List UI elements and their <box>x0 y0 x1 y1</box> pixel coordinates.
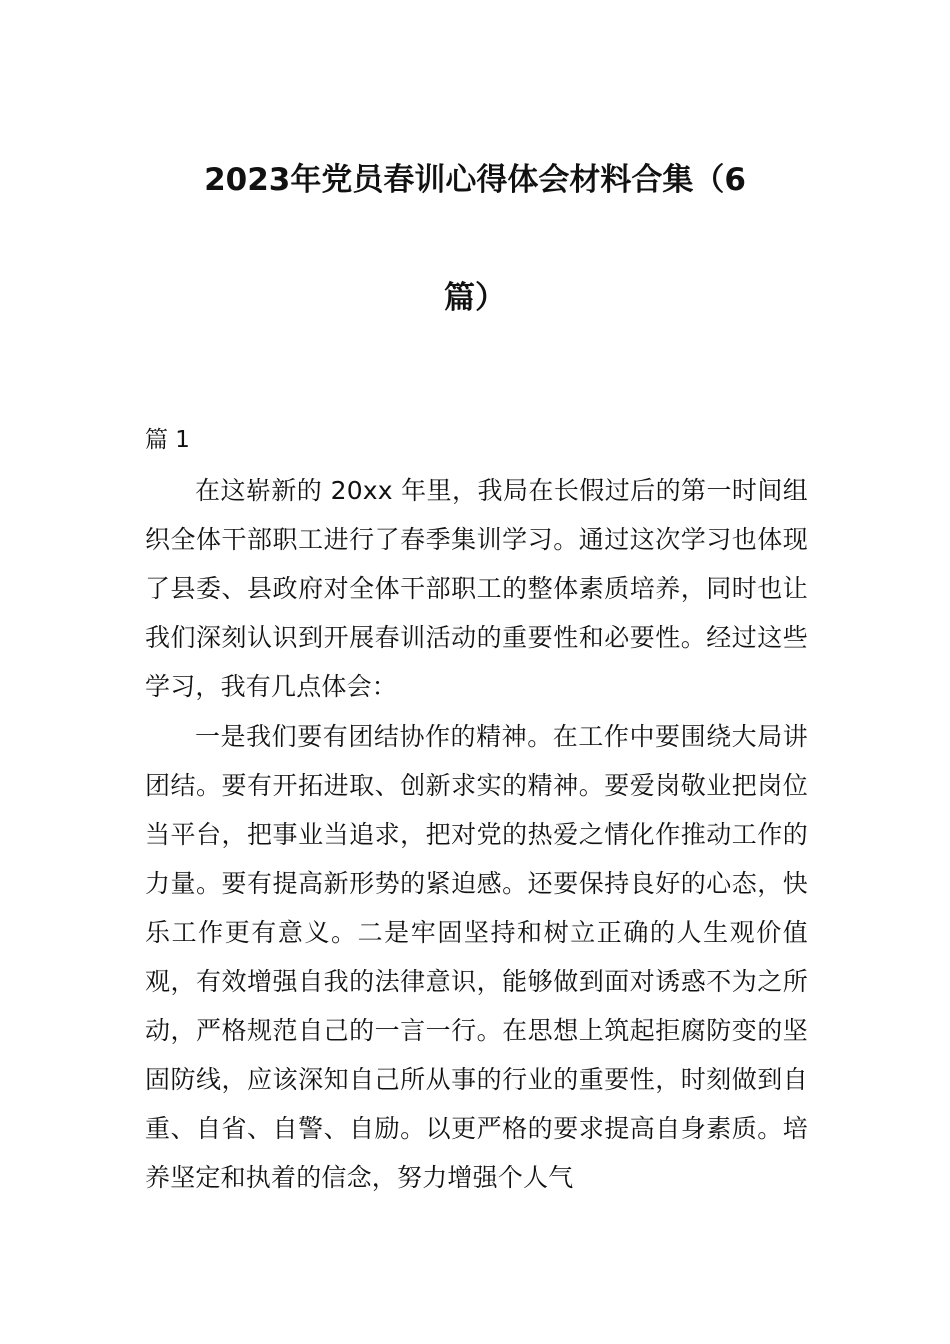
section-label: 篇 1 <box>145 427 190 453</box>
body-paragraph: 一是我们要有团结协作的精神。在工作中要围绕大局讲团结。要有开拓进取、创新求实的精神。要爱岗敬业把岗位当平台，把事业当追求，把对党的热爱之情化作推动工作的力量。要有提高新形势的紧迫感。还要保持良好的心态，快乐工作更有意义。二是牢固坚持和树立正确的人生观价值观，有效增强自我的法律意识，能够做到面对诱惑不为之所动，严格规范自己的一言一行。在思想上筑起拒腐防变的坚固防线，应该深知自己所从事的行业的重要性，时刻做到自重、自省、自警、自励。以更严格的要求提高自身素质。培养坚定和执着的信念，努力增强个人气 <box>145 722 808 1192</box>
document-title-line-1: 2023年党员春训心得体会材料合集（6 <box>204 162 746 198</box>
document-title-line-2: 篇） <box>444 280 506 316</box>
body-paragraph: 在这崭新的 20xx 年里，我局在长假过后的第一时间组织全体干部职工进行了春季集训学习。通过这次学习也体现了县委、县政府对全体干部职工的整体素质培养，同时也让我们深刻认识到开展春训活动的重要性和必要性。经过这些学习，我有几点体会： <box>145 476 808 701</box>
